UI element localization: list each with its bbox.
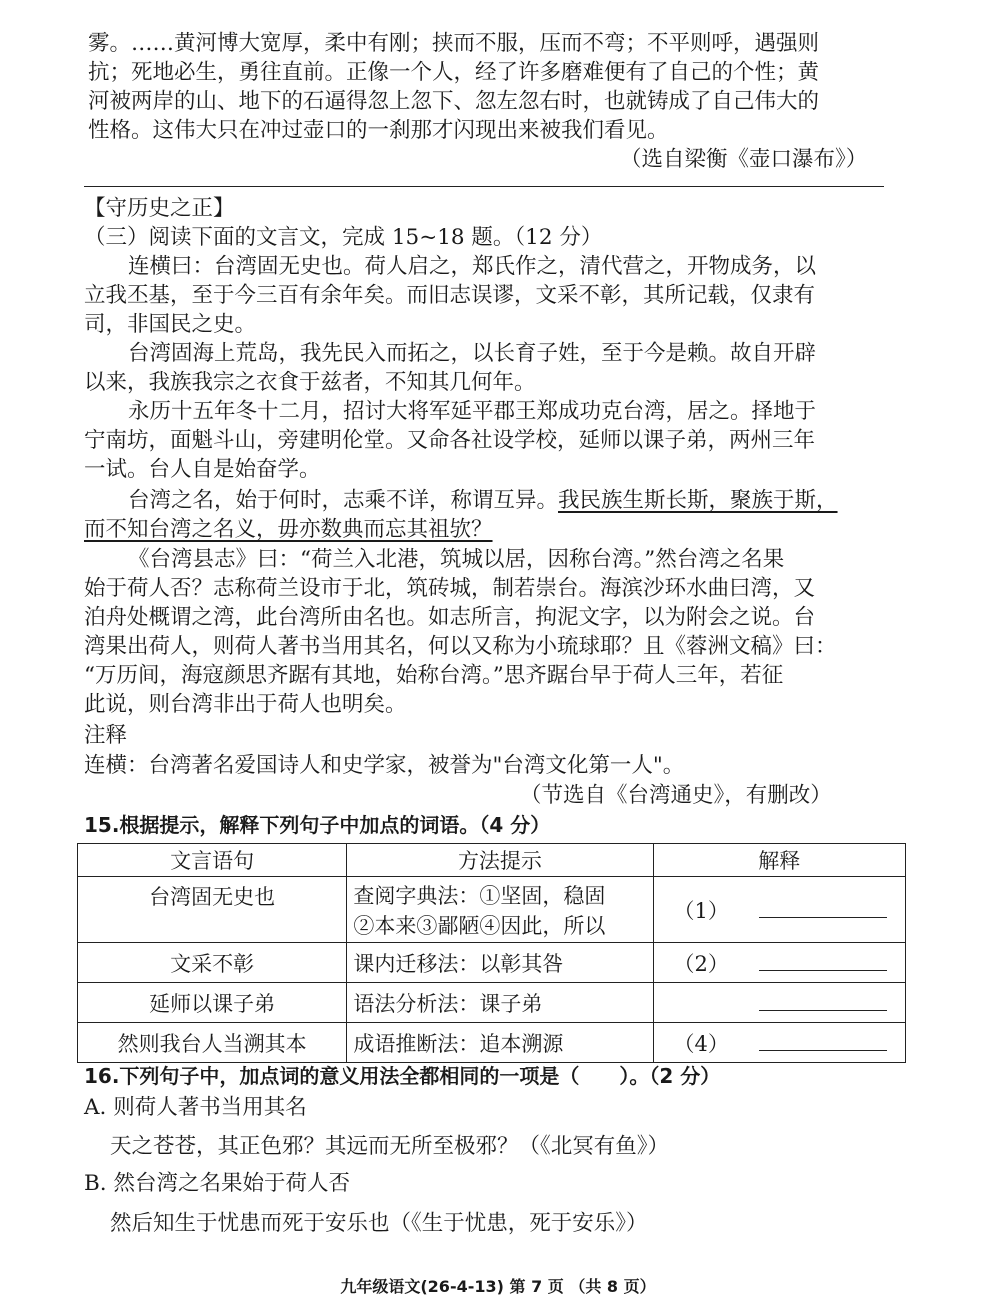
- sentence-cell: 台湾固无史也: [78, 877, 347, 943]
- prev-passage-line: 性格。这伟大只在冲过壶口的一刹那才闪现出来被我们看见。: [88, 118, 669, 143]
- passage-line: 宁南坊，面魁斗山，旁建明伦堂。又命各社设学校，延师以课子弟，两州三年: [84, 428, 816, 453]
- table-header: 方法提示: [347, 844, 653, 877]
- answer-blank[interactable]: [759, 994, 887, 1011]
- prev-passage-source: （选自梁衡《壶口瀑布》）: [620, 147, 868, 172]
- passage-line: 司，非国民之史。: [84, 312, 257, 337]
- passage-text: 台湾之名，始于何时，志乘不详，称谓互异。: [128, 488, 559, 513]
- table-header: 解释: [653, 844, 905, 877]
- answer-blank[interactable]: [759, 954, 887, 971]
- passage-line: 台湾固海上荒岛，我先民入而拓之，以长育子姓，至于今是赖。故自开辟: [128, 341, 817, 366]
- passage-line: 一试。台人自是始奋学。: [84, 457, 321, 482]
- method-line: ②本来③鄙陋④因此，所以: [353, 913, 606, 938]
- passage-source: （节选自《台湾通史》，有删改）: [520, 783, 832, 808]
- q16-option-b-compare: 然后知生于忧患而死于安乐也（《生于忧患，死于安乐》）: [110, 1211, 648, 1236]
- method-cell: 课内迁移法：以彰其咎: [347, 943, 653, 983]
- table-row: [78, 1023, 906, 1063]
- passage-line: “万历间，海寇颜思齐踞有其地，始称台湾。”思齐踞台早于荷人三年，若征: [84, 663, 784, 688]
- q15-table: [77, 843, 906, 1063]
- method-cell: [347, 877, 653, 943]
- q15-prompt: 15.根据提示，解释下列句子中加点的词语。（4 分）: [84, 813, 551, 837]
- passage-line: 泊舟处概谓之湾，此台湾所由名也。如志所言，拘泥文字，以为附会之说。台: [84, 605, 816, 630]
- prev-passage-line: 抗；死地必生，勇往直前。正像一个人，经了许多磨难便有了自己的个性；黄: [88, 60, 820, 85]
- table-row: [78, 983, 906, 1023]
- passage-line: 以来，我族我宗之衣食于兹者，不知其几何年。: [84, 370, 536, 395]
- answer-cell[interactable]: [653, 943, 905, 983]
- note-title: 注释: [84, 723, 128, 748]
- answer-number: （2）: [673, 951, 729, 976]
- q16-option-a-compare: 天之苍苍，其正色邪？其远而无所至极邪？（《北冥有鱼》）: [110, 1134, 670, 1159]
- table-header-row: [78, 844, 906, 877]
- q16-option-a[interactable]: A. 则荷人著书当用其名: [84, 1095, 307, 1120]
- table-header: 文言语句: [78, 844, 347, 877]
- sentence-cell: 延师以课子弟: [78, 983, 347, 1023]
- table-row: [78, 877, 906, 943]
- sentence-cell: 文采不彰: [78, 943, 347, 983]
- answer-cell[interactable]: [653, 877, 905, 943]
- passage-line: [128, 487, 838, 515]
- answer-cell[interactable]: [653, 983, 905, 1023]
- passage-line: 此说，则台湾非出于荷人也明矣。: [84, 692, 407, 717]
- passage-line: 始于荷人否？志称荷兰设市于北，筑砖城，制若崇台。海滨沙环水曲曰湾，又: [84, 576, 816, 601]
- table-row: [78, 943, 906, 983]
- passage-line: 连横曰：台湾固无史也。荷人启之，郑氏作之，清代营之，开物成务，以: [128, 254, 817, 279]
- section-divider: [84, 186, 884, 187]
- method-line: 查阅字典法：①坚固，稳固: [353, 883, 606, 908]
- q16-option-b[interactable]: B. 然台湾之名果始于荷人否: [84, 1171, 350, 1196]
- passage-line: 立我丕基，至于今三百有余年矣。而旧志误谬，文采不彰，其所记载，仅隶有: [84, 283, 816, 308]
- answer-blank[interactable]: [759, 901, 887, 918]
- passage-line: 永历十五年冬十二月，招讨大将军延平郡王郑成功克台湾，居之。择地于: [128, 399, 817, 424]
- sentence-cell: 然则我台人当溯其本: [78, 1023, 347, 1063]
- answer-number: （4）: [673, 1031, 729, 1056]
- section-heading: 【守历史之正】: [84, 196, 235, 221]
- prev-passage-line: 河被两岸的山、地下的石逼得忽上忽下、忽左忽右时，也就铸成了自己伟大的: [88, 89, 820, 114]
- method-cell: 语法分析法：课子弟: [347, 983, 653, 1023]
- page-footer: 九年级语文(26-4-13) 第 7 页 （共 8 页）: [340, 1277, 656, 1296]
- answer-number: （1）: [673, 898, 729, 923]
- underlined-sentence: 我民族生斯长斯，聚族于斯，: [558, 488, 838, 513]
- answer-blank[interactable]: [759, 1034, 887, 1051]
- prev-passage-line: 雾。……黄河博大宽厚，柔中有刚；挟而不服，压而不弯；不平则呼，遇强则: [88, 31, 820, 56]
- section-instruction: （三）阅读下面的文言文，完成 15~18 题。（12 分）: [84, 225, 603, 250]
- underlined-sentence: 而不知台湾之名义，毋亦数典而忘其祖欤？: [84, 517, 493, 542]
- answer-number: （3）: [673, 991, 729, 1016]
- method-cell: 成语推断法：追本溯源: [347, 1023, 653, 1063]
- passage-line: 《台湾县志》曰：“荷兰入北港，筑城以居，因称台湾。”然台湾之名果: [128, 547, 785, 572]
- answer-cell[interactable]: [653, 1023, 905, 1063]
- passage-line: 湾果出荷人，则荷人著书当用其名，何以又称为小琉球耶？且《蓉洲文稿》曰：: [84, 634, 837, 659]
- q16-prompt: 16.下列句子中，加点词的意义用法全都相同的一项是（ ）。（2 分）: [84, 1064, 721, 1088]
- passage-line: [84, 516, 493, 544]
- note-text: 连横：台湾著名爱国诗人和史学家，被誉为"台湾文化第一人"。: [84, 753, 685, 778]
